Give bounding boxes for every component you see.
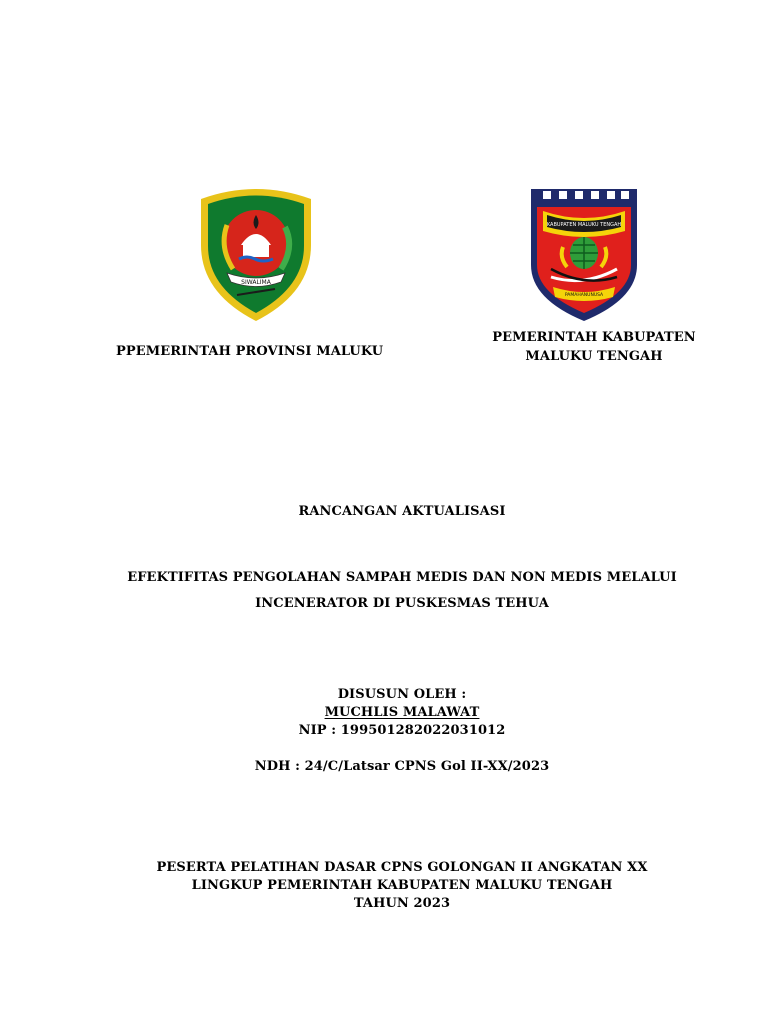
regency-emblem-motto: PAMAHANUNUSA: [564, 293, 604, 298]
author-ndh: NDH : 24/C/Latsar CPNS Gol II-XX/2023: [254, 759, 550, 774]
province-emblem-ribbon-text: SIWALIMA: [241, 279, 271, 286]
footer-line3: TAHUN 2023: [353, 896, 451, 911]
author-block: [0, 686, 768, 740]
author-nip: NIP : 199501282022031012: [298, 723, 506, 738]
province-emblem: [197, 185, 315, 323]
document-title-line2: INCENERATOR DI PUSKESMAS TEHUA: [255, 596, 549, 611]
footer-line2: LINGKUP PEMERINTAH KABUPATEN MALUKU TENGAH: [191, 878, 613, 893]
regency-label: [484, 330, 704, 364]
regency-label-line2: MALUKU TENGAH: [525, 349, 663, 364]
regency-emblem-banner-text: KABUPATEN MALUKU TENGAH: [546, 222, 622, 228]
regency-label-line1: PEMERINTAH KABUPATEN: [492, 330, 696, 345]
author-name: MUCHLIS MALAWAT: [324, 705, 480, 720]
document-title: [0, 570, 768, 611]
footer-line1: PESERTA PELATIHAN DASAR CPNS GOLONGAN II ANGKATAN XX: [156, 860, 648, 875]
footer-block: [0, 859, 768, 913]
document-title-line1: EFEKTIFITAS PENGOLAHAN SAMPAH MEDIS DAN NON MEDIS MELALUI: [127, 570, 677, 585]
prepared-by-label: DISUSUN OLEH :: [337, 687, 467, 702]
regency-emblem: [529, 187, 639, 323]
province-label: PPEMERINTAH PROVINSI MALUKU: [116, 344, 384, 359]
document-type-title: RANCANGAN AKTUALISASI: [298, 504, 506, 519]
